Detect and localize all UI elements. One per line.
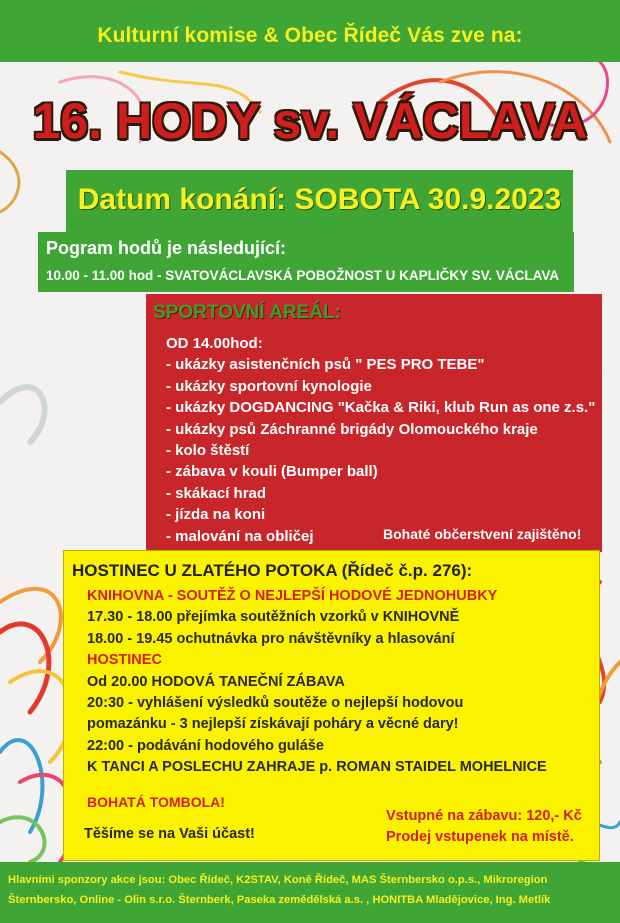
list-item: - ukázky DOGDANCING "Kačka & Riki, klub Run as one z.s." xyxy=(166,399,596,417)
closing-text: Těšíme se na Vaši účast! xyxy=(84,826,255,842)
sport-list xyxy=(166,333,595,547)
program-heading: Pogram hodů je následující: xyxy=(46,238,287,258)
sponsors-text: Hlavními sponzory akce jsou: Obec Řídeč, K2STAV, Koně Řídeč, MAS Šternbersko o.p.s., Mikroregion Šternbersko, Online - Olin s.r.o. Šternberk, Paseka zemědělská a.s. , HONITBA Mladějovice, Ing. Metlík xyxy=(8,874,551,906)
list-item: - kolo štěstí xyxy=(166,441,250,459)
list-item: K TANCI A POSLECHU ZAHRAJE p. ROMAN STAIDEL MOHELNICE xyxy=(87,759,547,776)
sport-heading: SPORTOVNÍ AREÁL: xyxy=(153,302,341,323)
ticket-sale: Prodej vstupenek na místě. xyxy=(386,829,574,845)
list-item: Od 20.00 HODOVÁ TANEČNÍ ZÁBAVA xyxy=(87,673,345,690)
list-item: - ukázky psů Záchranné brigády Olomouckého kraje xyxy=(166,420,538,438)
event-date: Datum konání: SOBOTA 30.9.2023 xyxy=(77,183,562,216)
list-item: KNIHOVNA - SOUTĚŽ O NEJLEPŠÍ HODOVÉ JEDNOHUBKY xyxy=(87,588,498,604)
sponsors-bar xyxy=(0,862,620,923)
tombola-note: BOHATÁ TOMBOLA! xyxy=(87,794,225,810)
list-item: HOSTINEC xyxy=(87,652,162,669)
list-item: - ukázky asistenčních psů " PES PRO TEBE" xyxy=(166,356,485,374)
list-item: 20:30 - vyhlášení výsledků soutěže o nejlepší hodovou xyxy=(87,694,464,711)
inn-list xyxy=(87,586,547,779)
header-bar xyxy=(0,0,620,62)
list-item: - ukázky sportovní kynologie xyxy=(166,377,372,395)
admission-info xyxy=(386,806,582,848)
program-first-item: 10.00 - 11.00 hod - SVATOVÁCLAVSKÁ POBOŽNOST U KAPLIČKY SV. VÁCLAVA xyxy=(46,268,560,283)
invite-text: Kulturní komise & Obec Řídeč Vás zve na: xyxy=(97,24,523,47)
list-item: pomazánku - 3 nejlepší získávají poháry a věcné dary! xyxy=(87,716,459,733)
admission-fee: Vstupné na zábavu: 120,- Kč xyxy=(386,808,582,824)
list-item: 18.00 - 19.45 ochutnávka pro návštěvníky a hlasování xyxy=(87,630,455,647)
list-item: - malování na obličej xyxy=(166,527,314,545)
list-item: - jízda na koni xyxy=(166,506,266,524)
inn-heading: HOSTINEC U ZLATÉHO POTOKA (Řídeč č.p. 276): xyxy=(72,561,473,580)
event-title: 16. HODY sv. VÁCLAVA xyxy=(32,93,588,149)
refreshment-note: Bohaté občerstvení zajištěno! xyxy=(383,526,582,542)
list-item: 17.30 - 18.00 přejímka soutěžních vzorků v KNIHOVNĚ xyxy=(87,609,460,626)
list-item: OD 14.00hod: xyxy=(166,335,263,352)
list-item: 22:00 - podávání hodového guláše xyxy=(87,737,324,754)
list-item: - skákací hrad xyxy=(166,484,267,502)
list-item: - zábava v kouli (Bumper ball) xyxy=(166,463,378,481)
